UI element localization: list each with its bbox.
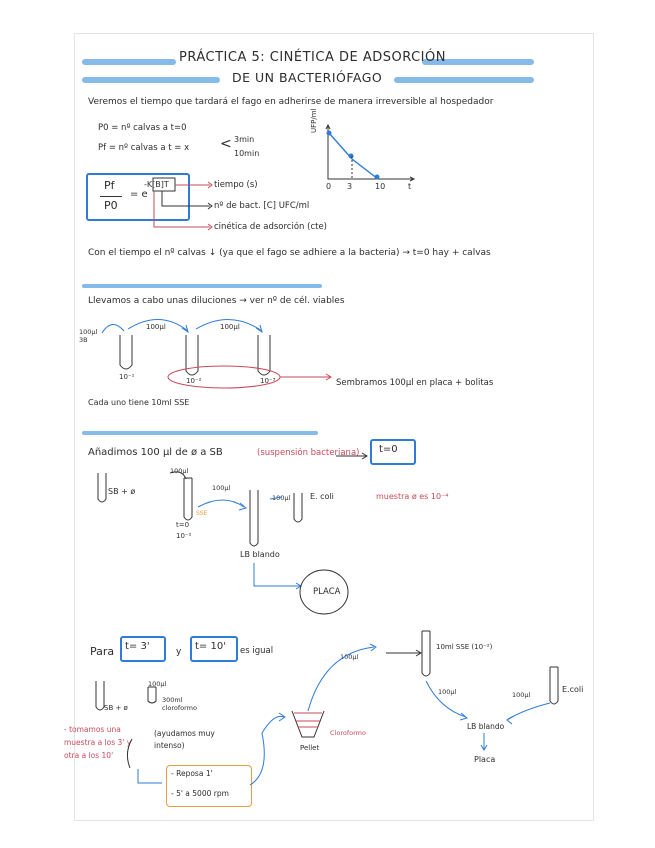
def-pf: Pf = nº calvas a t = x xyxy=(98,143,190,153)
conclusion-text: Con el tiempo el nº calvas ↓ (ya que el fago se adhiere a la bacteria) → t=0 hay + calvas xyxy=(88,248,491,258)
dilution-tubes xyxy=(102,319,331,388)
placa-label: PLACA xyxy=(313,587,341,597)
dil-label-3: 10⁻³ xyxy=(260,377,276,385)
t3-label: t= 3' xyxy=(125,641,150,652)
dil-vol2: 100µl xyxy=(220,323,240,331)
notebook-page xyxy=(64,33,594,821)
step4-drawings xyxy=(96,631,558,785)
step3-title: Añadimos 100 µl de ø a SB xyxy=(88,447,223,458)
sb-label-2: SB + ø xyxy=(104,704,128,712)
step-reposa: - Reposa 1' xyxy=(171,769,213,778)
sse-label: SSE xyxy=(196,510,208,517)
y-label: y xyxy=(176,647,182,657)
cloroformo-label: Cloroformo xyxy=(330,729,366,737)
igual-label: es igual xyxy=(240,646,274,656)
sb-label: SB + ø xyxy=(108,487,136,496)
step3-t0: t=0 xyxy=(176,521,190,529)
sample-note: muestra ø es 10⁻⁴ xyxy=(376,492,449,501)
dil-vol1: 100µl xyxy=(146,323,166,331)
legend-tiempo: tiempo (s) xyxy=(214,180,258,190)
formula-eq: = e xyxy=(130,189,148,200)
def-p0: P0 = nº calvas a t=0 xyxy=(98,123,187,133)
step3-vol-ecoli: 100µl xyxy=(272,494,291,502)
dil-seed-text: Sembramos 100µl en placa + bolitas xyxy=(336,378,494,388)
formula-exp: -K[B]T xyxy=(144,180,169,189)
graph-xt: t xyxy=(408,182,412,191)
cloroformo-vol: 300ml cloroformo xyxy=(162,696,197,712)
lb-blando-label: LB blando xyxy=(240,550,280,559)
formula-num: Pf xyxy=(104,179,115,192)
placa-label-2: Placa xyxy=(474,755,496,764)
drawings-layer xyxy=(74,33,594,821)
graph-x2: 10 xyxy=(375,182,386,191)
step4-vol-up: 100µl xyxy=(340,653,359,661)
step3-vol-arrow: 100µl xyxy=(212,484,231,492)
dilutions-title: Llevamos a cabo unas diluciones → ver nº de cél. viables xyxy=(88,296,345,306)
step3-drawings xyxy=(98,453,367,614)
sse-10-label: 10ml SSE (10⁻²) xyxy=(436,643,493,651)
dil-label-1: 10⁻¹ xyxy=(119,373,135,381)
step-rpm: - 5' a 5000 rpm xyxy=(171,789,229,798)
graph-x0: 0 xyxy=(326,182,332,191)
time-10min: 10min xyxy=(234,149,260,158)
page-title: PRÁCTICA 5: CINÉTICA DE ADSORCIÓN xyxy=(179,50,446,65)
ecoli-label: E. coli xyxy=(310,492,334,501)
adsorption-graph xyxy=(326,125,414,181)
step3-paren: (suspensión bacteriana) xyxy=(257,448,360,458)
step4-vol-a: 100µl xyxy=(438,688,457,696)
step4-vol-b: 100µl xyxy=(512,691,531,699)
legend-bact: nº de bact. [C] UFC/ml xyxy=(214,201,310,211)
dil-start-vol: 100µl 3B xyxy=(79,328,98,344)
mix-note: (ayudamos muy intenso) xyxy=(154,729,215,750)
ecoli-label-2: E.coli xyxy=(562,685,584,694)
dil-label-2: 10⁻² xyxy=(186,377,202,385)
t10-label: t= 10' xyxy=(195,641,226,652)
brace-icon: < xyxy=(220,136,232,152)
time-3min: 3min xyxy=(234,135,255,144)
graph-x1: 3 xyxy=(347,182,353,191)
formula-pointers xyxy=(153,178,212,230)
pellet-label: Pellet xyxy=(300,744,320,752)
page-subtitle: DE UN BACTERIÓFAGO xyxy=(232,70,383,85)
intro-text: Veremos el tiempo que tardará el fago en adherirse de manera irreversible al hospedador xyxy=(88,97,494,107)
lb-blando-label-2: LB blando xyxy=(467,722,505,731)
step4-vol-top: 100µl xyxy=(148,680,167,688)
step3-vol-top: 100µl xyxy=(170,467,189,475)
legend-cinetica: cinética de adsorción (cte) xyxy=(214,222,327,232)
para-label: Para xyxy=(90,645,115,658)
dil-note: Cada uno tiene 10ml SSE xyxy=(88,398,190,407)
formula-den: P0 xyxy=(104,199,118,212)
graph-ylabel: UFP/ml xyxy=(310,108,318,133)
step3-t0-dil: 10⁻² xyxy=(176,532,192,540)
t0-box-label: t=0 xyxy=(379,444,398,455)
sample-times-note: - tomamos una muestra a los 3' y otra a los 10' xyxy=(64,725,132,760)
